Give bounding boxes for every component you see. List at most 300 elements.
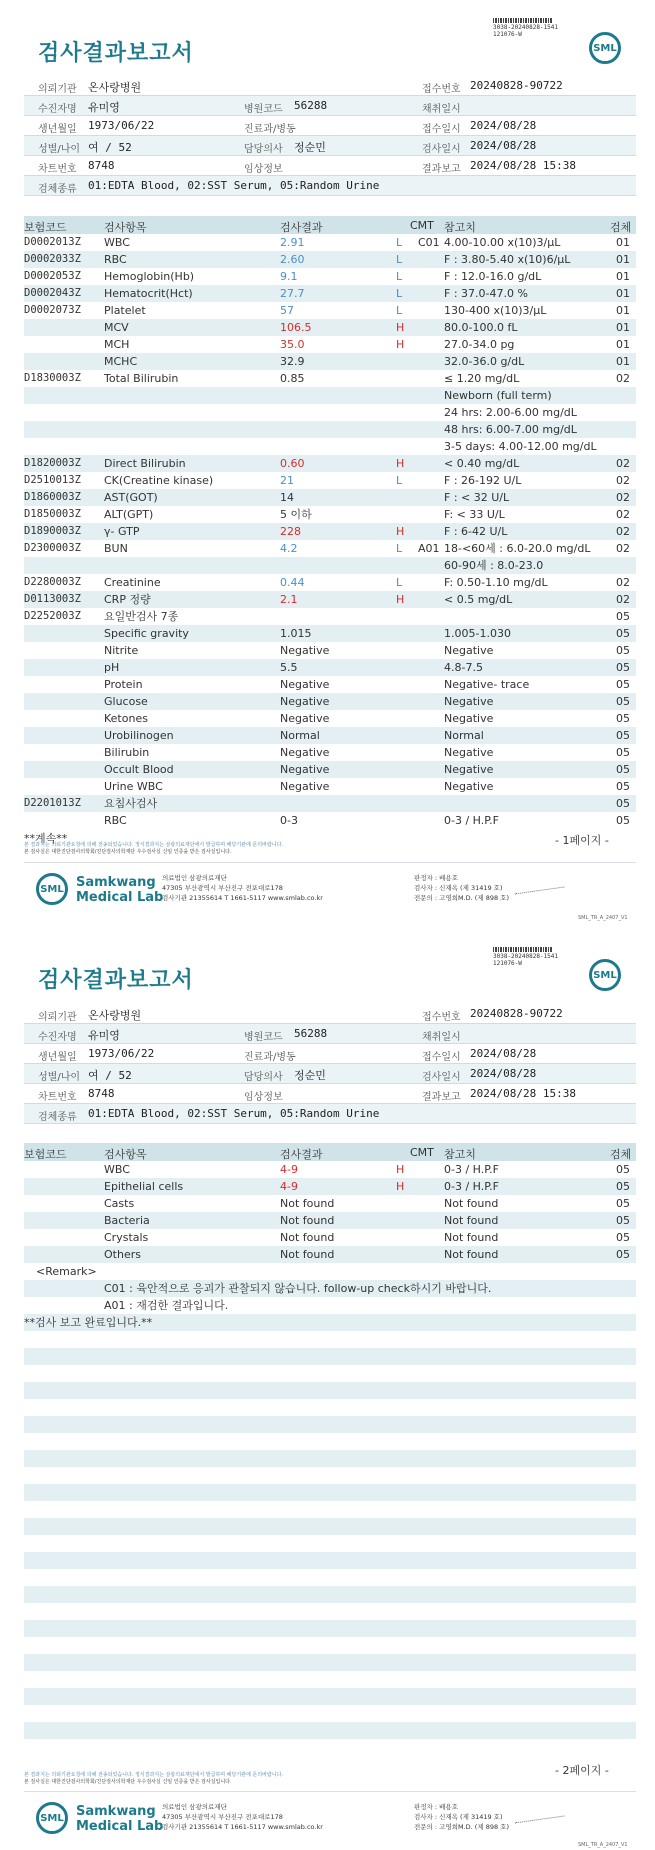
insurance-code: D0113003Z — [24, 593, 81, 605]
specimen-code: 05 — [616, 1163, 630, 1176]
test-item: MCV — [104, 321, 129, 334]
reference-range: 1.005-1.030 — [444, 627, 511, 640]
sml-logo: SML — [589, 32, 621, 64]
specimen-code: 05 — [616, 1231, 630, 1244]
footer-address: 의료법인 삼광의료재단 47305 부산광역시 부산진구 전포대로178 검사기관 21355614 T 1661-5117 www.smlab.co.kr — [162, 1803, 323, 1831]
test-result: 14 — [280, 491, 294, 504]
test-item: WBC — [104, 236, 130, 249]
result-flag: H — [396, 1180, 405, 1193]
footer-logo: SML — [36, 1802, 68, 1834]
report-complete: **검사 보고 완료입니다.** — [24, 1314, 636, 1331]
specimen-code: 01 — [616, 304, 630, 317]
comment-code: C01 — [418, 236, 440, 249]
result-flag: L — [396, 253, 403, 266]
blank-row — [24, 1671, 636, 1688]
test-result: 106.5 — [280, 321, 312, 334]
table-row — [24, 1246, 636, 1263]
results-table-header: 보험코드 검사항목 검사결과 CMT 참고치 검체 — [24, 216, 636, 234]
test-result: 5 이하 — [280, 508, 312, 521]
reference-range: F : 37.0-47.0 % — [444, 287, 528, 300]
info-row: 생년월일 1973/06/22 진료과/병동 접수일시 2024/08/28 — [24, 1044, 636, 1064]
test-item: Creatinine — [104, 576, 161, 589]
table-row — [24, 693, 636, 710]
signature — [514, 878, 565, 895]
specimen-code: 02 — [616, 372, 630, 385]
table-row — [24, 540, 636, 557]
table-row — [24, 319, 636, 336]
specimen-code: 01 — [616, 338, 630, 351]
blank-row — [24, 1552, 636, 1569]
page-number: - 2페이지 - — [555, 1764, 609, 1777]
report-date: 2024/08/28 15:38 — [470, 1087, 576, 1100]
table-row — [24, 642, 636, 659]
table-row — [24, 421, 636, 438]
barcode — [493, 18, 553, 23]
test-result: 9.1 — [280, 270, 298, 283]
info-row: 생년월일 1973/06/22 진료과/병동 접수일시 2024/08/28 — [24, 116, 636, 136]
receipt-no: 20240828-90722 — [470, 79, 563, 92]
test-result: 2.91 — [280, 236, 305, 249]
specimen-code: 01 — [616, 253, 630, 266]
test-item: Casts — [104, 1197, 135, 1210]
test-item: Total Bilirubin — [104, 372, 179, 385]
blank-row — [24, 1722, 636, 1739]
insurance-code: D2510013Z — [24, 474, 81, 486]
insurance-code: D0002073Z — [24, 304, 81, 316]
table-row — [24, 1178, 636, 1195]
test-item: MCH — [104, 338, 130, 351]
sex-age: 여 / 52 — [88, 141, 132, 154]
reference-range: 48 hrs: 6.00-7.00 mg/dL — [444, 423, 577, 436]
table-row — [24, 302, 636, 319]
specimen-code: 05 — [616, 1248, 630, 1261]
table-row — [24, 1161, 636, 1178]
insurance-code: D1820003Z — [24, 457, 81, 469]
specimen-code: 05 — [616, 746, 630, 759]
test-result: 2.60 — [280, 253, 305, 266]
test-item: Bacteria — [104, 1214, 150, 1227]
specimen-code: 05 — [616, 814, 630, 827]
test-result: 1.015 — [280, 627, 312, 640]
test-item: Glucose — [104, 695, 148, 708]
reference-range: 60-90세 : 8.0-23.0 — [444, 559, 544, 572]
reference-range: Negative — [444, 712, 494, 725]
test-result: 228 — [280, 525, 301, 538]
table-row — [24, 404, 636, 421]
table-row — [24, 523, 636, 540]
result-flag: H — [396, 525, 405, 538]
table-row — [24, 1212, 636, 1229]
continued-label: **계속** — [24, 832, 68, 845]
specimen-code: 02 — [616, 576, 630, 589]
insurance-code: D2280003Z — [24, 576, 81, 588]
specimen-code: 02 — [616, 474, 630, 487]
blank-row — [24, 1620, 636, 1637]
patient-name: 유미영 — [88, 101, 120, 114]
reference-range: Not found — [444, 1214, 499, 1227]
barcode-text: 3038-20240828-1541 121076-W — [493, 953, 559, 967]
table-row — [24, 727, 636, 744]
test-result: Negative — [280, 780, 330, 793]
footer-staff: 판정자 : 배용호 검사자 : 신재옥 (제 31419 호) 전문의 : 고영희M.D. (제 898 호) — [414, 874, 509, 902]
test-item: Hematocrit(Hct) — [104, 287, 193, 300]
insurance-code: D0002043Z — [24, 287, 81, 299]
blank-row — [24, 1535, 636, 1552]
footer-brand: Samkwang Medical Lab — [76, 1804, 164, 1834]
reference-range: F : < 32 U/L — [444, 491, 510, 504]
table-row — [24, 557, 636, 574]
specimen-code: 05 — [616, 780, 630, 793]
table-row — [24, 761, 636, 778]
test-item: CK(Creatine kinase) — [104, 474, 214, 487]
table-row — [24, 625, 636, 642]
blank-row — [24, 1365, 636, 1382]
specimen-code: 05 — [616, 695, 630, 708]
reference-range: F : 3.80-5.40 x(10)6/μL — [444, 253, 571, 266]
table-row — [24, 744, 636, 761]
test-item: RBC — [104, 253, 127, 266]
reference-range: F: 0.50-1.10 mg/dL — [444, 576, 548, 589]
blank-row — [24, 1518, 636, 1535]
table-row — [24, 472, 636, 489]
blank-row — [24, 1637, 636, 1654]
test-item: AST(GOT) — [104, 491, 158, 504]
test-result: 0-3 — [280, 814, 298, 827]
test-result: 4.2 — [280, 542, 298, 555]
test-item: BUN — [104, 542, 128, 555]
specimen-code: 02 — [616, 542, 630, 555]
info-row: 의뢰기관 온사랑병원 접수번호 20240828-90722 — [24, 1004, 636, 1024]
insurance-code: D0002033Z — [24, 253, 81, 265]
table-row — [24, 489, 636, 506]
reference-range: Negative — [444, 780, 494, 793]
test-item: pH — [104, 661, 120, 674]
reference-range: 27.0-34.0 pg — [444, 338, 515, 351]
test-item: Occult Blood — [104, 763, 174, 776]
results-table-header: 보험코드 검사항목 검사결과 CMT 참고치 검체 — [24, 1143, 636, 1161]
info-row: 성별/나이 여 / 52 담당의사 정순민 검사일시 2024/08/28 — [24, 136, 636, 156]
test-item: Ketones — [104, 712, 148, 725]
table-row — [24, 387, 636, 404]
reference-range: 18-<60세 : 6.0-20.0 mg/dL — [444, 542, 591, 555]
test-result: Normal — [280, 729, 320, 742]
table-row — [24, 1195, 636, 1212]
specimen-code: 02 — [616, 457, 630, 470]
test-result: 4-9 — [280, 1163, 298, 1176]
reference-range: Negative — [444, 644, 494, 657]
result-flag: L — [396, 304, 403, 317]
insurance-code: D0002053Z — [24, 270, 81, 282]
reference-range: < 0.40 mg/dL — [444, 457, 520, 470]
test-result: 5.5 — [280, 661, 298, 674]
blank-row — [24, 1382, 636, 1399]
test-result: 0.44 — [280, 576, 305, 589]
specimen-code: 05 — [616, 1214, 630, 1227]
test-result: 57 — [280, 304, 294, 317]
test-item: Others — [104, 1248, 141, 1261]
test-item: WBC — [104, 1163, 130, 1176]
specimen-code: 02 — [616, 593, 630, 606]
specimen-code: 05 — [616, 644, 630, 657]
test-date: 2024/08/28 — [470, 1067, 537, 1080]
report-date: 2024/08/28 15:38 — [470, 159, 576, 172]
reference-range: 4.00-10.00 x(10)3/μL — [444, 236, 561, 249]
reference-range: F : 6-42 U/L — [444, 525, 508, 538]
specimen-code: 05 — [616, 712, 630, 725]
result-flag: L — [396, 270, 403, 283]
test-result: 0.60 — [280, 457, 305, 470]
table-row — [24, 455, 636, 472]
test-item: Epithelial cells — [104, 1180, 184, 1193]
test-item: 요일반검사 7종 — [104, 610, 179, 623]
barcode-text: 3038-20240828-1541 121076-W — [493, 24, 559, 38]
reference-range: 0-3 / H.P.F — [444, 1180, 499, 1193]
reference-range: 0-3 / H.P.F — [444, 814, 499, 827]
info-row: 검체종류 01:EDTA Blood, 02:SST Serum, 05:Random Urine — [24, 1104, 636, 1124]
reference-range: 3-5 days: 4.00-12.00 mg/dL — [444, 440, 597, 453]
table-row — [24, 778, 636, 795]
report-footer — [24, 862, 636, 912]
hospital-code: 56288 — [294, 1027, 328, 1040]
chart-no: 8748 — [88, 1087, 115, 1100]
table-row — [24, 251, 636, 268]
specimen-code: 01 — [616, 321, 630, 334]
comment-code: A01 — [418, 542, 440, 555]
reference-range: Negative- trace — [444, 678, 530, 691]
patient-name: 유미영 — [88, 1029, 120, 1042]
report-title: 검사결과보고서 — [38, 41, 194, 66]
insurance-code: D2252003Z — [24, 610, 81, 622]
signature — [514, 1807, 565, 1824]
blank-row — [24, 1348, 636, 1365]
test-item: 요침사검사 — [104, 797, 158, 810]
insurance-code: D2201013Z — [24, 797, 81, 809]
report-title: 검사결과보고서 — [38, 968, 194, 993]
doctor: 정순민 — [294, 141, 326, 154]
institution: 온사랑병원 — [88, 1009, 142, 1022]
blank-row — [24, 1416, 636, 1433]
specimen-code: 05 — [616, 610, 630, 623]
blank-row — [24, 1399, 636, 1416]
document-code: SML_TR_A_2407_V1 — [578, 1842, 628, 1848]
table-row — [24, 336, 636, 353]
test-result: Negative — [280, 695, 330, 708]
test-result: 35.0 — [280, 338, 305, 351]
sml-logo: SML — [589, 959, 621, 991]
table-row — [24, 795, 636, 812]
blank-row — [24, 1586, 636, 1603]
test-result: Not found — [280, 1197, 335, 1210]
specimen-code: 01 — [616, 236, 630, 249]
info-row: 차트번호 8748 임상정보 결과보고 2024/08/28 15:38 — [24, 1084, 636, 1104]
table-row — [24, 234, 636, 251]
insurance-code: D1890003Z — [24, 525, 81, 537]
test-item: RBC — [104, 814, 127, 827]
specimen-code: 02 — [616, 508, 630, 521]
test-result: 4-9 — [280, 1180, 298, 1193]
table-row — [24, 285, 636, 302]
reference-range: 32.0-36.0 g/dL — [444, 355, 525, 368]
footer-brand: Samkwang Medical Lab — [76, 875, 164, 905]
specimen-code: 05 — [616, 763, 630, 776]
report-notes: 본 결과지는 의뢰기관요청에 의해 전송되었습니다. 정식결과지는 삼광의료재단에서 발급하며 해당기관에 문의바랍니다. 본 검사실은 대한진단검사의학회/진단검사의학재단 우수검사실 신임 인증을 받은 검사실입니다. — [24, 1772, 283, 1785]
test-result: Not found — [280, 1248, 335, 1261]
table-row — [24, 370, 636, 387]
test-item: Hemoglobin(Hb) — [104, 270, 195, 283]
test-result: Negative — [280, 746, 330, 759]
barcode — [493, 947, 553, 952]
table-row — [24, 574, 636, 591]
result-flag: H — [396, 593, 405, 606]
specimen-code: 05 — [616, 729, 630, 742]
reference-range: 80.0-100.0 fL — [444, 321, 518, 334]
reference-range: < 0.5 mg/dL — [444, 593, 513, 606]
test-item: Crystals — [104, 1231, 149, 1244]
reference-range: Not found — [444, 1248, 499, 1261]
footer-staff: 판정자 : 배용호 검사자 : 신재옥 (제 31419 호) 전문의 : 고영희M.D. (제 898 호) — [414, 1803, 509, 1831]
test-result: 27.7 — [280, 287, 305, 300]
specimen-code: 01 — [616, 270, 630, 283]
birth-date: 1973/06/22 — [88, 1047, 155, 1060]
receipt-date: 2024/08/28 — [470, 1047, 537, 1060]
test-result: Negative — [280, 712, 330, 725]
blank-row — [24, 1467, 636, 1484]
table-row — [24, 353, 636, 370]
reference-range: Negative — [444, 763, 494, 776]
test-item: Platelet — [104, 304, 146, 317]
specimen-code: 05 — [616, 1197, 630, 1210]
test-result: 0.85 — [280, 372, 305, 385]
page-number: - 1페이지 - — [555, 834, 609, 847]
info-row: 차트번호 8748 임상정보 결과보고 2024/08/28 15:38 — [24, 156, 636, 176]
reference-range: F : 12.0-16.0 g/dL — [444, 270, 542, 283]
blank-row — [24, 1705, 636, 1722]
info-row: 성별/나이 여 / 52 담당의사 정순민 검사일시 2024/08/28 — [24, 1064, 636, 1084]
test-result: Negative — [280, 644, 330, 657]
table-row — [24, 608, 636, 625]
result-flag: L — [396, 474, 403, 487]
test-item: ALT(GPT) — [104, 508, 154, 521]
test-item: CRP 정량 — [104, 593, 151, 606]
reference-range: 24 hrs: 2.00-6.00 mg/dL — [444, 406, 577, 419]
test-item: Urobilinogen — [104, 729, 174, 742]
receipt-no: 20240828-90722 — [470, 1007, 563, 1020]
test-result: 21 — [280, 474, 294, 487]
test-item: Bilirubin — [104, 746, 150, 759]
test-item: Direct Bilirubin — [104, 457, 186, 470]
specimen-code: 01 — [616, 355, 630, 368]
report-notes: 본 결과지는 의뢰기관요청에 의해 전송되었습니다. 정식결과지는 삼광의료재단에서 발급하며 해당기관에 문의바랍니다. 본 검사실은 대한진단검사의학회/진단검사의학재단 우수검사실 신임 인증을 받은 검사실입니다. — [24, 842, 283, 855]
blank-row — [24, 1654, 636, 1671]
specimen-types: 01:EDTA Blood, 02:SST Serum, 05:Random Urine — [88, 1107, 380, 1120]
reference-range: ≤ 1.20 mg/dL — [444, 372, 520, 385]
report-footer — [24, 1791, 636, 1841]
info-row: 수진자명 유미영 병원코드 56288 채취일시 — [24, 96, 636, 116]
table-row — [24, 676, 636, 693]
table-row — [24, 659, 636, 676]
blank-row — [24, 1603, 636, 1620]
info-row: 검체종류 01:EDTA Blood, 02:SST Serum, 05:Random Urine — [24, 176, 636, 196]
test-item: γ- GTP — [104, 525, 140, 538]
chart-no: 8748 — [88, 159, 115, 172]
specimen-code: 05 — [616, 1180, 630, 1193]
result-flag: L — [396, 287, 403, 300]
result-flag: H — [396, 338, 405, 351]
insurance-code: D1860003Z — [24, 491, 81, 503]
blank-row — [24, 1331, 636, 1348]
table-row — [24, 268, 636, 285]
footer-address: 의료법인 삼광의료재단 47305 부산광역시 부산진구 전포대로178 검사기관 21355614 T 1661-5117 www.smlab.co.kr — [162, 874, 323, 902]
specimen-code: 05 — [616, 797, 630, 810]
info-row: 수진자명 유미영 병원코드 56288 채취일시 — [24, 1024, 636, 1044]
blank-row — [24, 1501, 636, 1518]
insurance-code: D2300003Z — [24, 542, 81, 554]
test-item: Urine WBC — [104, 780, 163, 793]
blank-row — [24, 1688, 636, 1705]
reference-range: Newborn (full term) — [444, 389, 552, 402]
test-result: Negative — [280, 678, 330, 691]
result-flag: L — [396, 576, 403, 589]
blank-row — [24, 1569, 636, 1586]
test-date: 2024/08/28 — [470, 139, 537, 152]
specimen-code: 05 — [616, 627, 630, 640]
sex-age: 여 / 52 — [88, 1069, 132, 1082]
test-result: 32.9 — [280, 355, 305, 368]
table-row — [24, 1229, 636, 1246]
specimen-code: 02 — [616, 491, 630, 504]
reference-range: F : 26-192 U/L — [444, 474, 522, 487]
specimen-code: 05 — [616, 661, 630, 674]
specimen-code: 05 — [616, 678, 630, 691]
blank-row — [24, 1433, 636, 1450]
result-flag: H — [396, 457, 405, 470]
footer-logo: SML — [36, 873, 68, 905]
doctor: 정순민 — [294, 1069, 326, 1082]
specimen-types: 01:EDTA Blood, 02:SST Serum, 05:Random Urine — [88, 179, 380, 192]
test-item: MCHC — [104, 355, 138, 368]
test-item: Nitrite — [104, 644, 139, 657]
reference-range: Not found — [444, 1197, 499, 1210]
reference-range: 4.8-7.5 — [444, 661, 483, 674]
hospital-code: 56288 — [294, 99, 328, 112]
table-row — [24, 438, 636, 455]
insurance-code: D0002013Z — [24, 236, 81, 248]
result-flag: L — [396, 542, 403, 555]
specimen-code: 02 — [616, 525, 630, 538]
reference-range: Negative — [444, 746, 494, 759]
document-code: SML_TR_A_2407_V1 — [578, 915, 628, 921]
remark-line: C01 : 육안적으로 응괴가 관찰되지 않습니다. follow-up check하시기 바랍니다. — [24, 1280, 636, 1297]
insurance-code: D1830003Z — [24, 372, 81, 384]
specimen-code: 01 — [616, 287, 630, 300]
test-result: Not found — [280, 1214, 335, 1227]
birth-date: 1973/06/22 — [88, 119, 155, 132]
test-item: Protein — [104, 678, 143, 691]
reference-range: 0-3 / H.P.F — [444, 1163, 499, 1176]
report-page-2 — [0, 925, 655, 1850]
institution: 온사랑병원 — [88, 81, 142, 94]
reference-range: 130-400 x(10)3/μL — [444, 304, 547, 317]
blank-row — [24, 1450, 636, 1467]
reference-range: Not found — [444, 1231, 499, 1244]
table-row — [24, 591, 636, 608]
info-row: 의뢰기관 온사랑병원 접수번호 20240828-90722 — [24, 76, 636, 96]
reference-range: F: < 33 U/L — [444, 508, 505, 521]
table-row — [24, 710, 636, 727]
result-flag: H — [396, 1163, 405, 1176]
receipt-date: 2024/08/28 — [470, 119, 537, 132]
test-result: Negative — [280, 763, 330, 776]
